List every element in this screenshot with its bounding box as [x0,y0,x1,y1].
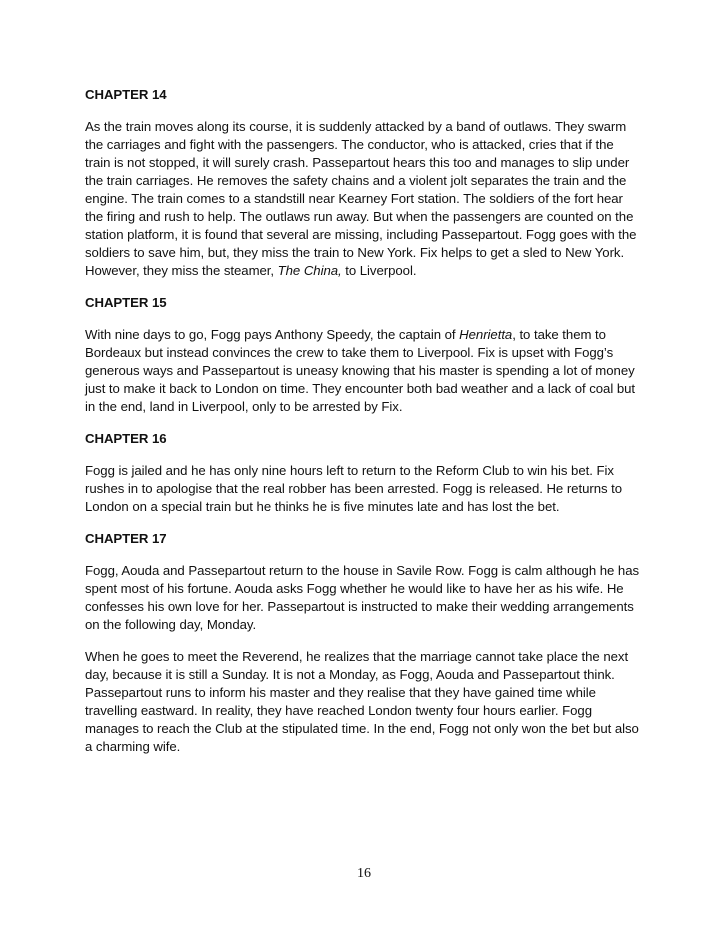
text-segment: However, they miss the steamer, [85,263,278,278]
chapter-heading: CHAPTER 17 [85,531,167,546]
text-line: the train carriages. He removes the safety chains and a violent jolt separates the train and the [85,173,627,188]
text-line [85,262,645,280]
text-line: generous ways and Passepartout is uneasy knowing that his master is spending a lot of money [85,363,635,378]
text-line [85,326,645,344]
text-line: station platform, it is found that several are missing, including Passepartout. Fogg goes with the [85,227,637,242]
text-line: engine. The train comes to a standstill near Kearney Fort station. The soldiers of the fort hear [85,191,623,206]
text-line: Passepartout runs to inform his master and they realise that they have gained time while [85,685,596,700]
page-number: 16 [357,866,371,881]
text-segment: , to take them to [512,327,606,342]
text-line: spent most of his fortune. Aouda asks Fogg whether he would like to have her as his wife. He [85,581,624,596]
text-line: Fogg is jailed and he has only nine hours left to return to the Reform Club to win his bet. Fix [85,463,614,478]
text-line: day, because it is still a Sunday. It is not a Monday, as Fogg, Aouda and Passepartout think. [85,667,615,682]
text-line: confesses his own love for her. Passepartout is instructed to make their wedding arrangements [85,599,634,614]
text-line: a charming wife. [85,739,181,754]
text-line: on the following day, Monday. [85,617,257,632]
text-line: As the train moves along its course, it is suddenly attacked by a band of outlaws. They swarm [85,119,627,134]
text-line: soldiers to save him, but, they miss the train to New York. Fix helps to get a sled to New York. [85,245,625,260]
ship-name: The China, [277,263,342,278]
chapter-paragraph [85,648,645,756]
text-segment: to Liverpool. [341,263,417,278]
text-line: the carriages and fight with the passengers. The conductor, who is attacked, cries that if the [85,137,614,152]
text-line: rushes in to apologise that the real robber has been arrested. Fogg is released. He returns to [85,481,623,496]
text-line: train is not stopped, it will surely crash. Passepartout hears this too and manages to slip under [85,155,630,170]
chapter-heading: CHAPTER 16 [85,431,167,446]
text-line: the firing and rush to help. The outlaws run away. But when the passengers are counted on the [85,209,634,224]
ship-name: Henrietta [459,327,513,342]
document-body [85,86,645,770]
chapter-paragraph [85,462,645,516]
text-line: Fogg, Aouda and Passepartout return to the house in Savile Row. Fogg is calm although he has [85,563,640,578]
chapter-paragraph [85,562,645,634]
text-line: When he goes to meet the Reverend, he realizes that the marriage cannot take place the next [85,649,629,664]
chapter-paragraph [85,118,645,280]
text-line: travelling eastward. In reality, they have reached London twenty four hours earlier. Fogg [85,703,592,718]
chapter-heading: CHAPTER 15 [85,295,167,310]
chapter-paragraph [85,326,645,416]
text-line: just to make it back to London on time. They encounter both bad weather and a lack of coal but [85,381,636,396]
text-line: Bordeaux but instead convinces the crew to take them to Liverpool. Fix is upset with Fogg’s [85,345,614,360]
text-line: manages to reach the Club at the stipulated time. In the end, Fogg not only won the bet but also [85,721,639,736]
chapter-heading: CHAPTER 14 [85,87,167,102]
text-line: in the end, land in Liverpool, only to be arrested by Fix. [85,399,403,414]
text-segment: With nine days to go, Fogg pays Anthony Speedy, the captain of [85,327,460,342]
text-line: London on a special train but he thinks he is five minutes late and has lost the bet. [85,499,560,514]
